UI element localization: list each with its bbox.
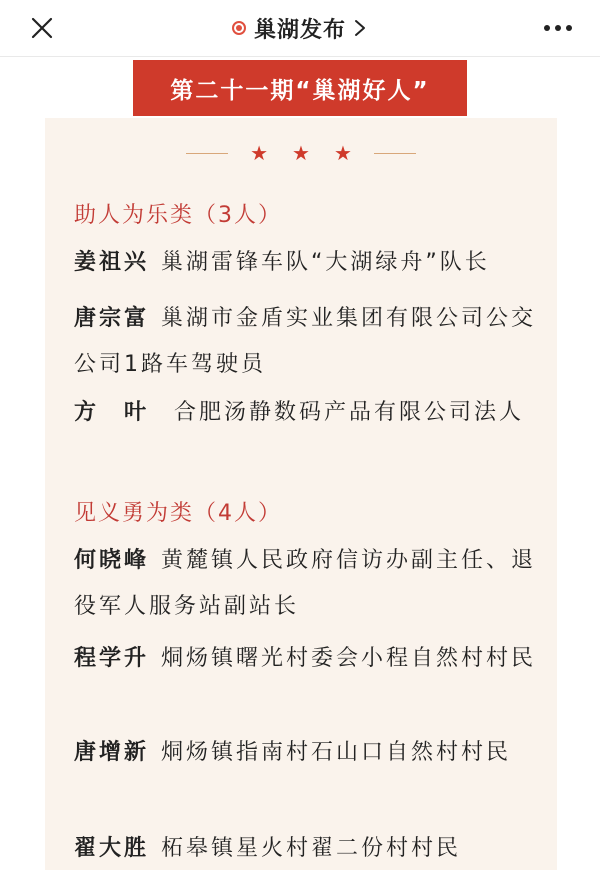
star-divider bbox=[186, 140, 416, 166]
list-item bbox=[74, 390, 544, 436]
star-icon: ★ bbox=[333, 141, 352, 165]
person-description: 合肥汤静数码产品有限公司法人 bbox=[174, 400, 525, 425]
person-name: 姜祖兴 bbox=[74, 250, 150, 275]
account-dot-icon bbox=[232, 21, 246, 35]
close-icon[interactable] bbox=[24, 10, 60, 46]
chevron-right-icon bbox=[354, 18, 368, 38]
divider-line-right bbox=[374, 153, 416, 154]
person-name: 程学升 bbox=[74, 646, 150, 671]
person-name: 翟大胜 bbox=[74, 836, 150, 861]
divider-line-left bbox=[186, 153, 228, 154]
star-icon: ★ bbox=[292, 141, 310, 165]
list-item bbox=[74, 296, 544, 388]
person-description: 烔炀镇曙光村委会小程自然村村民 bbox=[161, 646, 537, 671]
account-title-link[interactable] bbox=[232, 13, 368, 44]
person-description: 黄麓镇人民政府信访办副主任、退役军人服务站副站长 bbox=[74, 548, 537, 619]
section-title-bravery: 见义勇为类（4人） bbox=[74, 501, 282, 526]
account-title: 巢湖发布 bbox=[253, 17, 346, 43]
list-item bbox=[74, 240, 544, 286]
person-name: 方叶 bbox=[74, 400, 175, 425]
person-name: 唐增新 bbox=[74, 740, 150, 765]
list-item bbox=[74, 730, 544, 776]
stars-icon bbox=[250, 141, 352, 165]
person-description: 巢湖雷锋车队“大湖绿舟”队长 bbox=[161, 250, 490, 275]
person-description: 柘皋镇星火村翟二份村村民 bbox=[161, 836, 462, 861]
person-name: 何晓峰 bbox=[74, 548, 150, 573]
top-navigation-bar bbox=[0, 0, 600, 57]
list-item bbox=[74, 636, 544, 682]
more-options-icon[interactable] bbox=[538, 12, 578, 44]
person-name: 唐宗富 bbox=[74, 306, 150, 331]
list-item bbox=[74, 538, 544, 630]
person-description: 烔炀镇指南村石山口自然村村民 bbox=[161, 740, 512, 765]
issue-banner: 第二十一期“巢湖好人” bbox=[133, 60, 467, 116]
section-title-helping: 助人为乐类（3人） bbox=[74, 203, 282, 228]
list-item bbox=[74, 826, 544, 872]
person-description: 巢湖市金盾实业集团有限公司公交公司1路车驾驶员 bbox=[74, 306, 537, 377]
star-icon: ★ bbox=[250, 141, 269, 165]
